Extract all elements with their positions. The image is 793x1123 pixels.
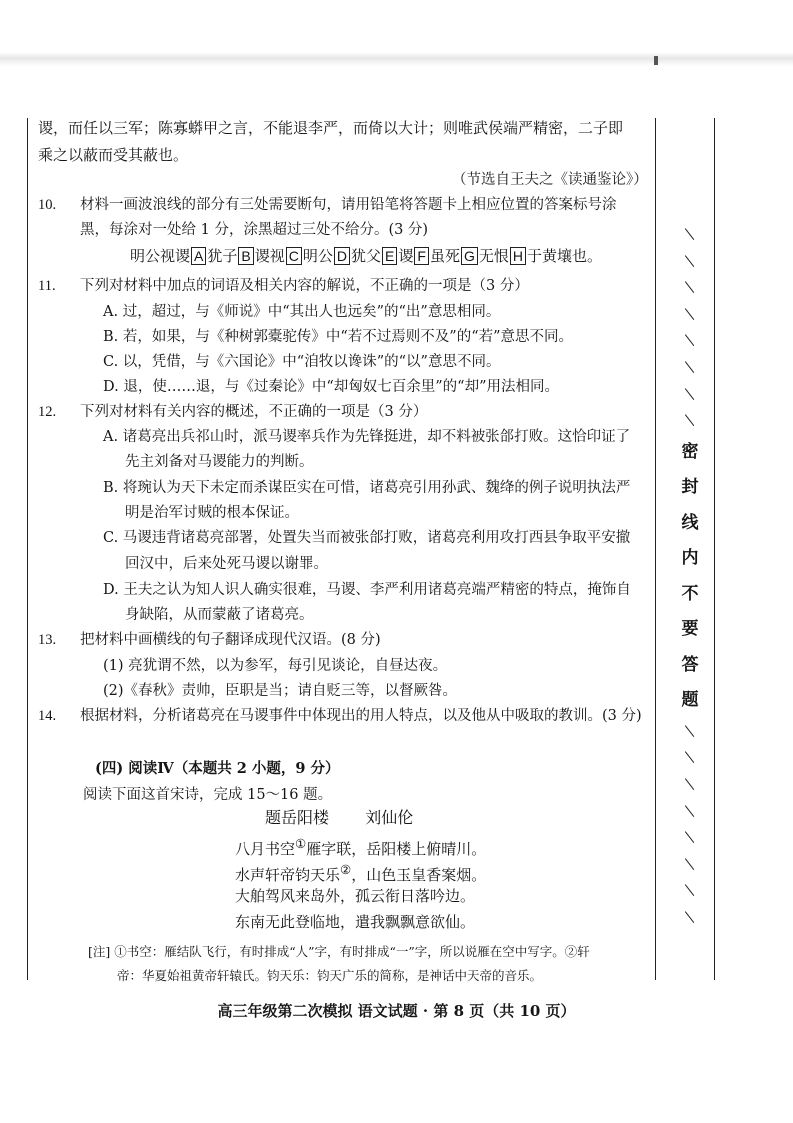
q11-option-c: C. 以，凭借，与《六国论》中“洎牧以谗诛”的“以”意思不同。 <box>103 354 501 370</box>
q10-label-box: G <box>461 247 478 265</box>
q10-segment: 无恨 <box>478 247 509 265</box>
seal-line-column <box>676 222 704 932</box>
seal-char: 封 <box>681 477 699 498</box>
seal-slash <box>684 772 696 799</box>
left-border-line <box>27 118 28 980</box>
q12-option-c-2: 回汉中，后来处死马谡以谢罪。 <box>125 556 328 572</box>
seal-char: 密 <box>681 441 699 462</box>
q10-label-box: D <box>334 247 350 265</box>
poem-line-1 <box>235 834 486 859</box>
poem-line-2-b: ，山色玉皇香案烟。 <box>351 866 487 884</box>
seal-char: 内 <box>681 548 699 569</box>
q13-number: 13. <box>38 632 57 648</box>
q10-segment: 明公 <box>302 247 333 265</box>
q11-stem: 下列对材料中加点的词语及相关内容的解说，不正确的一项是（3 分） <box>80 278 529 294</box>
q10-segment: 谡视 <box>254 247 285 265</box>
prose-source: （节选自王夫之《读通鉴论》） <box>452 172 648 188</box>
seal-slash <box>684 719 696 746</box>
q10-label-box: C <box>286 247 302 265</box>
q10-label-box: H <box>510 247 526 265</box>
q13-stem: 把材料中画横线的句子翻译成现代汉语。(8 分) <box>80 632 381 648</box>
seal-slash <box>684 382 696 409</box>
seal-slash <box>684 302 696 329</box>
prose-line-1: 谡，而任以三军；陈寡蟒甲之言，不能退李严，而倚以大计；则唯武侯端严精密，二子即 <box>38 119 624 137</box>
prose-line-2: 乘之以蔽而受其蔽也。 <box>38 146 189 164</box>
poem-line-1-a: 八月书空 <box>235 840 296 858</box>
q10-segment: 明公视谡 <box>130 247 191 265</box>
poem-line-4: 东南无此登临地，遣我飘飘意欲仙。 <box>235 913 476 931</box>
q11-option-a: A. 过，超过，与《师说》中“其出人也远矣”的“出”意思相同。 <box>103 304 501 320</box>
poem-note-2: 帝：华夏始祖黄帝轩辕氏。钧天乐：钧天广乐的简称，是神话中天帝的音乐。 <box>117 968 543 983</box>
note-mark-2: ② <box>340 862 352 877</box>
binding-line-inner <box>655 118 656 980</box>
poem-line-2-a: 水声轩帝钧天乐 <box>235 866 341 884</box>
seal-slash <box>684 222 696 249</box>
q14-stem: 根据材料，分析诸葛亮在马谡事件中体现出的用人特点，以及他从中吸取的教训。(3 分) <box>80 708 642 724</box>
q12-option-b-2: 明是治军讨贼的根本保证。 <box>125 505 299 521</box>
q10-segment: 犹子 <box>207 247 238 265</box>
poem-line-1-b: 雁字联，岳阳楼上俯晴川。 <box>306 840 487 858</box>
q10-number: 10. <box>38 197 57 213</box>
scan-shadow <box>0 52 793 66</box>
q10-segment: 虽死 <box>429 247 460 265</box>
q10-label-box: E <box>382 247 397 265</box>
q11-option-b: B. 若，如果，与《种树郭橐驼传》中“若不过焉则不及”的“若”意思不同。 <box>103 329 574 345</box>
scan-speck <box>654 56 658 65</box>
binding-line-outer <box>714 118 715 980</box>
page-footer: 高三年级第二次模拟 语文试题 · 第 8 页（共 10 页） <box>217 1002 576 1020</box>
q12-option-d-2: 身缺陷，从而蒙蔽了诸葛亮。 <box>125 607 314 623</box>
q10-label-box: A <box>191 247 206 265</box>
poem-line-3: 大舶驾风来岛外，孤云衔日落吟边。 <box>235 887 476 905</box>
section4-intro: 阅读下面这首宋诗，完成 15～16 题。 <box>83 787 333 803</box>
q12-option-a-2: 先主刘备对马谡能力的判断。 <box>125 454 314 470</box>
q10-stem-1: 材料一画波浪线的部分有三处需要断句，请用铅笔将答题卡上相应位置的答案标号涂 <box>80 197 617 213</box>
poem-title: 题岳阳楼 <box>265 808 330 827</box>
seal-slash <box>684 825 696 852</box>
seal-slash <box>684 745 696 772</box>
q10-stem-2: 黑，每涂对一处给 1 分，涂黑超过三处不给分。(3 分) <box>80 222 429 238</box>
seal-slash <box>684 878 696 905</box>
q10-sentence <box>130 246 602 266</box>
q12-option-b-1: B. 将琬认为天下未定而杀谋臣实在可惜，诸葛亮引用孙武、魏绛的例子说明执法严 <box>103 480 631 496</box>
q10-segment: 谡 <box>398 247 414 265</box>
seal-slash <box>684 328 696 355</box>
q10-label-box: F <box>414 247 429 265</box>
seal-slash <box>684 905 696 932</box>
q13-sentence-2: (2)《春秋》责帅，臣职是当；请自贬三等，以督厥咎。 <box>103 683 458 699</box>
seal-slash <box>684 249 696 276</box>
q11-option-d: D. 退，使……退，与《过秦论》中“却匈奴七百余里”的“却”用法相同。 <box>103 379 559 395</box>
seal-slash <box>684 852 696 879</box>
q12-option-d-1: D. 王夫之认为知人识人确实很难，马谡、李严利用诸葛亮端严精密的特点，掩饰自 <box>103 582 631 598</box>
q12-number: 12. <box>38 404 57 420</box>
q10-segment: 于黄壤也。 <box>526 247 602 265</box>
seal-slash <box>684 408 696 435</box>
q14-number: 14. <box>38 708 57 724</box>
seal-char: 题 <box>681 690 699 711</box>
section4-heading: (四) 阅读Ⅳ（本题共 2 小题，9 分） <box>95 760 340 777</box>
seal-char: 不 <box>681 583 699 604</box>
seal-char: 要 <box>681 619 699 640</box>
poem-heading <box>265 808 413 828</box>
q12-stem: 下列对材料有关内容的概述，不正确的一项是（3 分） <box>80 404 428 420</box>
note-mark-1: ① <box>295 836 307 851</box>
seal-slash <box>684 799 696 826</box>
poem-note-1: [注] ①书空：雁结队飞行，有时排成“人”字，有时排成“一”字，所以说雁在空中写字。②轩 <box>88 944 590 959</box>
q10-segment: 犹父 <box>351 247 382 265</box>
poem-line-2 <box>235 860 486 885</box>
seal-slash <box>684 275 696 302</box>
q12-option-c-1: C. 马谡违背诸葛亮部署，处置失当而被张郃打败，诸葛亮利用攻打西县争取平安撤 <box>103 530 631 546</box>
q11-number: 11. <box>38 278 56 294</box>
seal-char: 答 <box>681 654 699 675</box>
seal-slash <box>684 355 696 382</box>
q12-option-a-1: A. 诸葛亮出兵祁山时，派马谡率兵作为先锋挺进，却不料被张郃打败。这恰印证了 <box>103 429 631 445</box>
q13-sentence-1: (1) 亮犹谓不然，以为参军，每引见谈论，自昼达夜。 <box>103 658 448 674</box>
q10-label-box: B <box>238 247 253 265</box>
poem-author: 刘仙伦 <box>365 808 414 827</box>
seal-char: 线 <box>681 512 699 533</box>
